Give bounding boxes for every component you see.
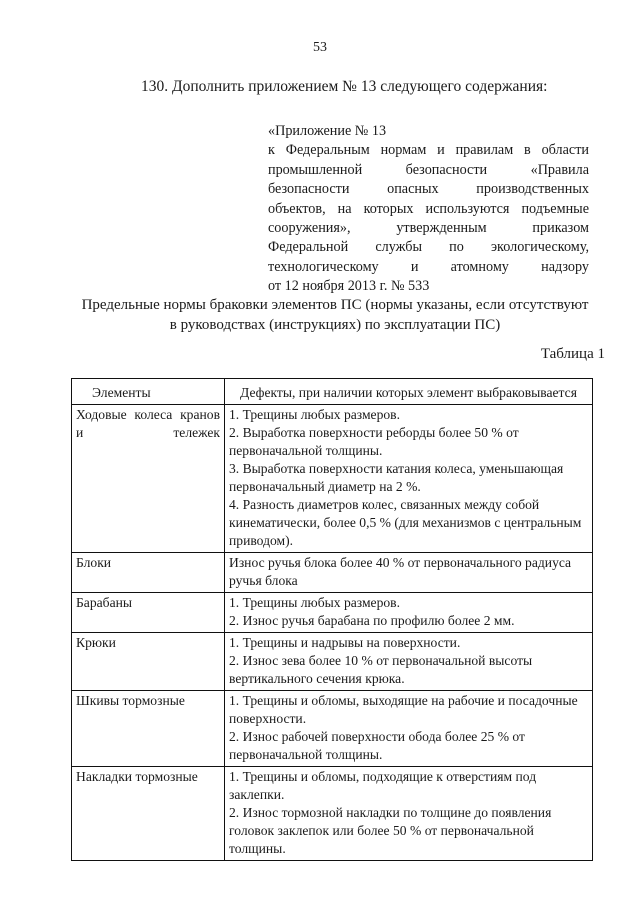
element-cell: Крюки: [72, 633, 225, 691]
defect-item: 4. Разность диаметров колес, связанных между собой кинематически, более 0,5 % (для механизмов с центральным приводом).: [229, 497, 582, 548]
element-cell: Накладки тормозные: [72, 767, 225, 861]
appendix-heading-line: промышленной безопасности «Правила: [268, 161, 589, 178]
appendix-heading-line: безопасности опасных производственных: [268, 181, 589, 198]
table-row: [72, 553, 593, 593]
table-row: [72, 691, 593, 767]
page-number: 53: [313, 40, 327, 55]
table-row: [72, 767, 593, 861]
appendix-heading-line: «Приложение № 13: [268, 123, 387, 139]
defects-cell: [225, 405, 593, 553]
appendix-heading-line: Федеральной службы по экологическому,: [268, 239, 589, 256]
defect-item: 1. Трещины любых размеров.: [229, 595, 400, 610]
column-header-elements: Элементы: [72, 379, 225, 405]
defects-cell: [225, 691, 593, 767]
defects-cell: [225, 553, 593, 593]
defects-cell: [225, 593, 593, 633]
defect-item: 2. Износ тормозной накладки по толщине до появления головок заклепок или более 50 % от первоначальной толщины.: [229, 805, 552, 856]
caption-line: Предельные нормы браковки элементов ПС (нормы указаны, если отсутствуют: [81, 297, 589, 313]
table-row: [72, 405, 593, 553]
element-cell: Блоки: [72, 553, 225, 593]
defect-item: 1. Трещины и обломы, выходящие на рабочие и посадочные поверхности.: [229, 693, 578, 726]
defect-item: 1. Трещины и обломы, подходящие к отверстиям под заклепки.: [229, 769, 537, 802]
table-row: [72, 633, 593, 691]
element-cell: Ходовые колеса кранов и тележек: [72, 405, 225, 553]
appendix-heading: [268, 122, 589, 297]
table-row: [72, 593, 593, 633]
column-header-defects: Дефекты, при наличии которых элемент выбраковывается: [225, 379, 593, 405]
defect-item: 1. Трещины и надрывы на поверхности.: [229, 635, 461, 650]
appendix-heading-line: технологическому и атомному надзору: [268, 258, 589, 275]
defect-item: 2. Износ зева более 10 % от первоначальной высоты вертикального сечения крюка.: [229, 653, 533, 686]
appendix-heading-line: от 12 ноября 2013 г. № 533: [268, 278, 430, 295]
defect-item: 3. Выработка поверхности катания колеса, уменьшающая первоначальный диаметр на 2 %.: [229, 461, 564, 494]
defect-item: 2. Износ ручья барабана по профилю более 2 мм.: [229, 613, 515, 628]
defect-item: Износ ручья блока более 40 % от первоначального радиуса ручья блока: [229, 555, 572, 588]
defects-cell: [225, 767, 593, 861]
appendix-heading-line: к Федеральным нормам и правилам в области: [268, 142, 589, 159]
defects-cell: [225, 633, 593, 691]
defect-item: 2. Износ рабочей поверхности обода более 25 % от первоначальной толщины.: [229, 729, 525, 762]
appendix-heading-line: сооружения», утвержденным приказом: [268, 220, 589, 237]
element-cell: Шкивы тормозные: [72, 691, 225, 767]
defect-item: 1. Трещины любых размеров.: [229, 407, 400, 422]
table-label: Таблица 1: [540, 346, 605, 362]
rejection-norms-table: [71, 378, 593, 861]
caption-line: в руководствах (инструкциях) по эксплуатации ПС): [169, 317, 501, 333]
amendment-item-130: 130. Дополнить приложением № 13 следующего содержания:: [141, 78, 548, 95]
table-caption: [40, 295, 630, 335]
appendix-heading-line: объектов, на которых используются подъемные: [268, 200, 589, 217]
table-header-row: [72, 379, 593, 405]
element-cell: Барабаны: [72, 593, 225, 633]
defect-item: 2. Выработка поверхности реборды более 50 % от первоначальной толщины.: [229, 425, 519, 458]
